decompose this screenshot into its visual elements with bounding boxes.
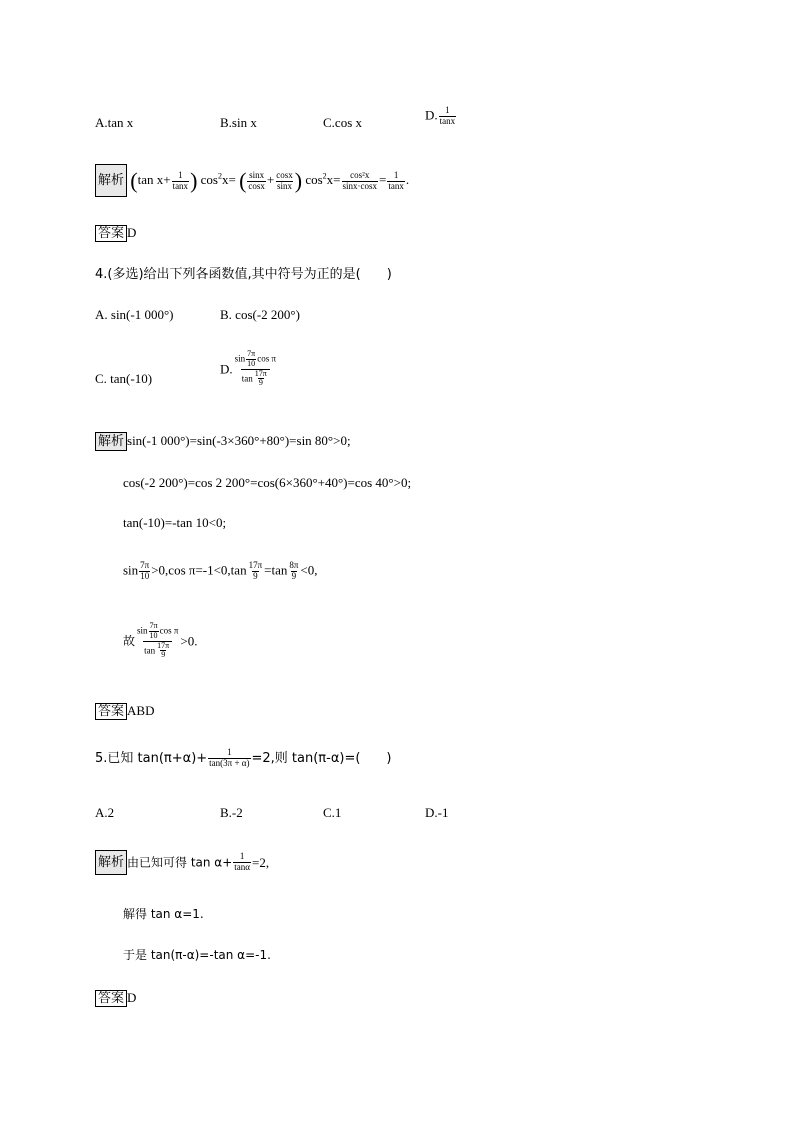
fraction: $\frac{17\pi}{9}$	[248, 560, 263, 581]
q4-option-a: A. sin(-1 000°)	[95, 307, 174, 322]
answer-value: D	[127, 225, 137, 240]
analysis-tag: 解析	[95, 850, 127, 875]
q5-option-a: A.2	[95, 805, 115, 820]
fraction: $\frac{\text{cos²x}}{\sin x\cdot\cos x}$	[342, 169, 378, 191]
q5-answer	[95, 990, 136, 1007]
fraction: $\frac{1}{\tan x}$	[388, 169, 404, 191]
q3-option-c: C.cos x	[323, 115, 362, 130]
paren-open: (	[239, 168, 247, 194]
analysis-tag: 解析	[95, 164, 127, 197]
q4-analysis-line-2: cos(-2 200°)=cos 2 200°=cos(6×360°+40°)=cos 40°>0;	[123, 475, 412, 490]
q4-analysis-line-1: 解析 sin(-1 000°)=sin(-3×360°+80°)=sin 80°>0;	[95, 432, 351, 451]
fraction: $\frac{7\pi}{10}$	[140, 560, 150, 581]
q4-analysis-line-3: tan(-10)=-tan 10<0;	[123, 515, 227, 530]
answer-value: ABD	[127, 703, 155, 718]
fraction: $\frac{1}{\tan x}$	[439, 105, 456, 126]
q4-stem: 4.(多选)给出下列各函数值,其中符号为正的是( )	[95, 267, 392, 282]
answer-tag: 答案	[95, 990, 127, 1007]
q3-option-b: B.sin x	[220, 115, 257, 130]
q4-option-b: B. cos(-2 200°)	[220, 307, 300, 322]
q4-analysis-line-4: sin $\frac{7\pi}{10}$ >0,cos π=-1<0,tan $\frac{17\pi}{9}$ =tan $\frac{8\pi}{9}$ <0,	[123, 560, 318, 581]
fraction: $\frac{\sin x}{\cos x}$	[248, 169, 265, 191]
option-label: D.	[220, 361, 233, 377]
analysis-tag: 解析	[95, 432, 127, 451]
fraction: $\frac{1}{\tan(3\pi + \alpha)}$	[209, 747, 250, 768]
q4-analysis-line-5: 故 sin $\frac{7\pi}{10}$ cos π tan $\frac{17\pi}{9}$ >0.	[123, 621, 198, 660]
q5-stem: 5.已知 tan(π+α)+ $\frac{1}{\tan(3\pi + \alpha)}$ =2,则 tan(π-α)=( )	[95, 747, 392, 768]
fraction: sin $\frac{7\pi}{10}$ cos π tan $\frac{17\pi}{9}$	[234, 349, 276, 388]
q5-option-d: D.-1	[425, 805, 449, 820]
fraction: $\frac{1}{\tan\alpha}$	[234, 851, 250, 872]
q3-option-a: A.tan x	[95, 115, 134, 130]
q3-analysis: 解析 (tan x+ $\frac{1}{\tan x}$ ) $\cos^2x=$ ( $\frac{\sin x}{\cos x}$ + $\frac{\cos x}{\sin x}$ ) $\cos^2x=$ $\frac{\text{cos²x}}{\sin x\cdot\cos x}$ = $\frac{1}{\tan x}$ .	[95, 164, 409, 197]
q4-answer	[95, 703, 154, 720]
q5-analysis-line-2: 解得 tan α=1.	[123, 907, 204, 921]
answer-tag: 答案	[95, 225, 127, 242]
answer-tag: 答案	[95, 703, 127, 720]
paren-open: (	[130, 168, 138, 194]
q5-option-c: C.1	[323, 805, 342, 820]
answer-value: D	[127, 990, 137, 1005]
q4-option-d	[220, 350, 278, 388]
q3-option-d	[425, 106, 457, 127]
fraction: $\frac{8\pi}{9}$	[289, 560, 299, 581]
q5-analysis-line-3: 于是 tan(π-α)=-tan α=-1.	[123, 948, 271, 962]
fraction: $\frac{1}{\tan x}$	[172, 169, 189, 191]
q5-option-b: B.-2	[220, 805, 243, 820]
option-label: D.	[425, 107, 438, 123]
paren-close: )	[190, 168, 198, 194]
q4-option-c: C. tan(-10)	[95, 371, 153, 386]
q5-analysis-line-1: 解析 由已知可得 tan α+ $\frac{1}{\tan\alpha}$ =2,	[95, 850, 269, 875]
q3-answer	[95, 225, 136, 242]
paren-close: )	[294, 168, 303, 194]
fraction: $\frac{\cos x}{\sin x}$	[276, 169, 293, 191]
fraction: sin $\frac{7\pi}{10}$ cos π tan $\frac{17\pi}{9}$	[137, 621, 179, 660]
